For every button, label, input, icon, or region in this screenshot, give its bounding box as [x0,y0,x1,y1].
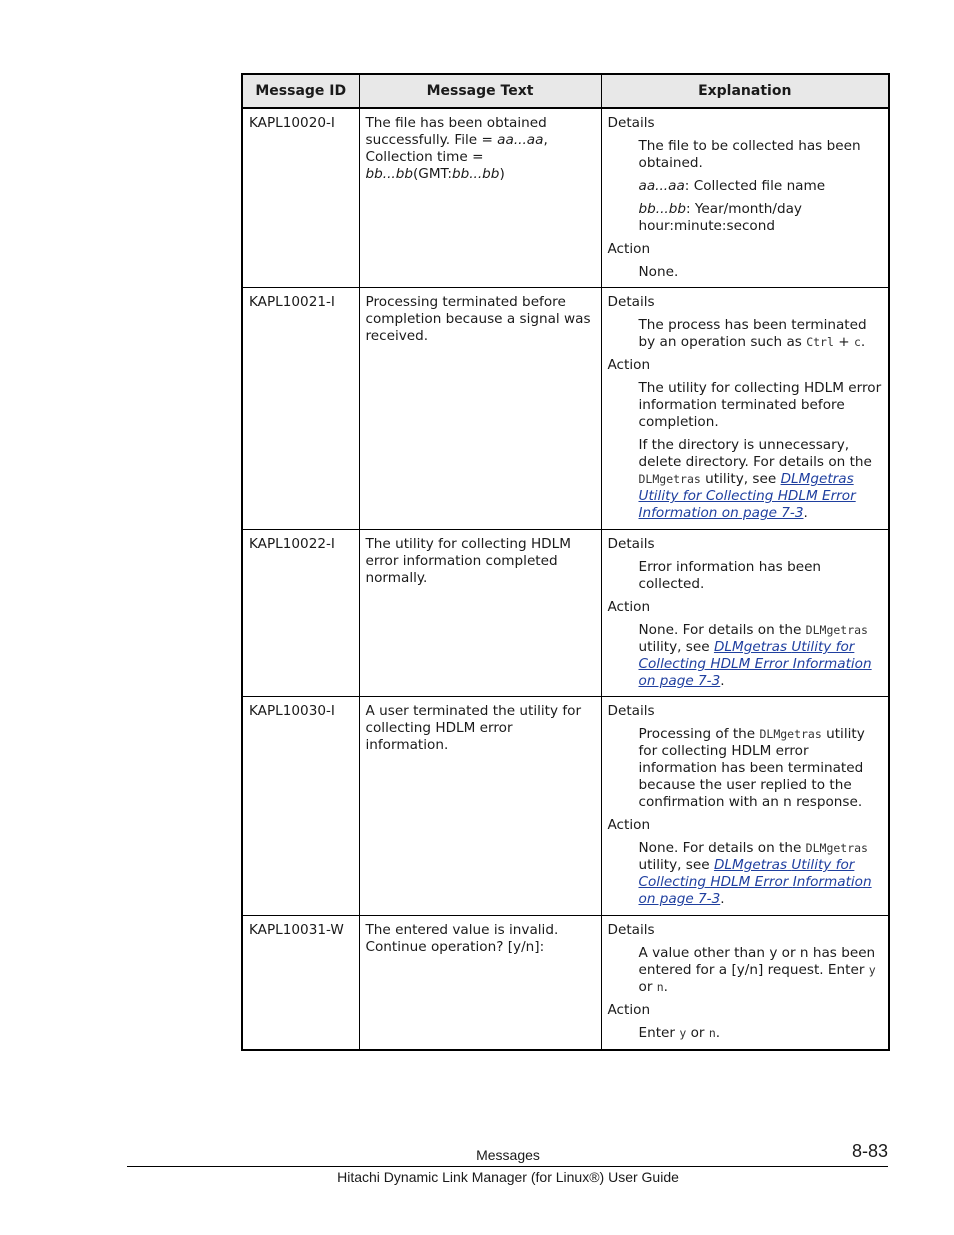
details-section [608,115,885,235]
action-section [608,599,885,690]
message-id: KAPL10021-I [242,288,359,530]
dlmgetras-link[interactable]: DLMgetras Utility for Collecting HDLM Error Information on page 7-3 [638,639,872,689]
details-text: Error information has been collected. [638,559,822,592]
action-text: None. For details on the DLMgetras utility, see DLMgetras Utility for Collecting HDLM Error Information on page 7-3. [638,622,872,689]
footer-divider [127,1166,888,1167]
details-label: Details [607,294,655,310]
table-row [242,530,889,697]
action-label: Action [607,599,651,615]
action-section [608,817,885,908]
explanation [601,530,889,697]
message-id: KAPL10031-W [242,916,359,1050]
dlmgetras-link[interactable]: DLMgetras Utility for Collecting HDLM Error Information on page 7-3 [638,471,856,521]
header-message-text: Message Text [359,74,601,108]
table-header-row [242,74,889,108]
action-text: None. [638,264,679,280]
action-section [608,357,885,522]
details-text: A value other than y or n has been entered for a [y/n] request. Enter y or n. [638,945,876,995]
details-section [608,922,885,996]
action-text: Enter y or n. [638,1025,721,1041]
message-text: Processing terminated before completion because a signal was received. [359,288,601,530]
details-label: Details [607,115,655,131]
message-text: The entered value is invalid. Continue operation? [y/n]: [359,916,601,1050]
details-text: The process has been terminated by an operation such as Ctrl + c. [638,317,867,350]
header-explanation: Explanation [601,74,889,108]
table-row [242,108,889,288]
action-label: Action [607,357,651,373]
footer-guide-title: Hitachi Dynamic Link Manager (for Linux®) User Guide [337,1169,679,1185]
messages-table [241,73,890,1051]
message-id: KAPL10030-I [242,697,359,916]
action-label: Action [607,1002,651,1018]
details-text: Processing of the DLMgetras utility for collecting HDLM error information has been terminated because the user replied to the confirmation with an n response. [638,726,865,810]
action-section [608,241,885,281]
action-text: The utility for collecting HDLM error information terminated before completion. [638,380,882,430]
message-text: The file has been obtained successfully. File = aa...aa, Collection time = bb...bb(GMT:bb...bb) [359,108,601,288]
details-text: aa...aa: Collected file name [638,178,826,194]
message-text: The utility for collecting HDLM error information completed normally. [359,530,601,697]
details-text: The file to be collected has been obtained. [638,138,861,171]
action-label: Action [607,817,651,833]
details-label: Details [607,922,655,938]
action-section [608,1002,885,1042]
page-number: 8-83 [851,1141,888,1161]
header-message-id: Message ID [242,74,359,108]
details-text: bb...bb: Year/month/day hour:minute:second [638,201,802,234]
message-id: KAPL10022-I [242,530,359,697]
table-row [242,288,889,530]
dlmgetras-link[interactable]: DLMgetras Utility for Collecting HDLM Error Information on page 7-3 [638,857,872,907]
footer-section-title: Messages [476,1147,540,1163]
explanation [601,697,889,916]
action-text: None. For details on the DLMgetras utility, see DLMgetras Utility for Collecting HDLM Error Information on page 7-3. [638,840,872,907]
message-text: A user terminated the utility for collecting HDLM error information. [359,697,601,916]
table-row [242,916,889,1050]
explanation [601,288,889,530]
details-section [608,536,885,593]
details-section [608,294,885,351]
action-text: If the directory is unnecessary, delete directory. For details on the DLMgetras utility, see DLMgetras Utility for Collecting HDLM Error Information on page 7-3. [638,437,872,521]
details-section [608,703,885,811]
explanation [601,916,889,1050]
action-label: Action [607,241,651,257]
details-label: Details [607,703,655,719]
table-row [242,697,889,916]
message-id: KAPL10020-I [242,108,359,288]
explanation [601,108,889,288]
details-label: Details [607,536,655,552]
